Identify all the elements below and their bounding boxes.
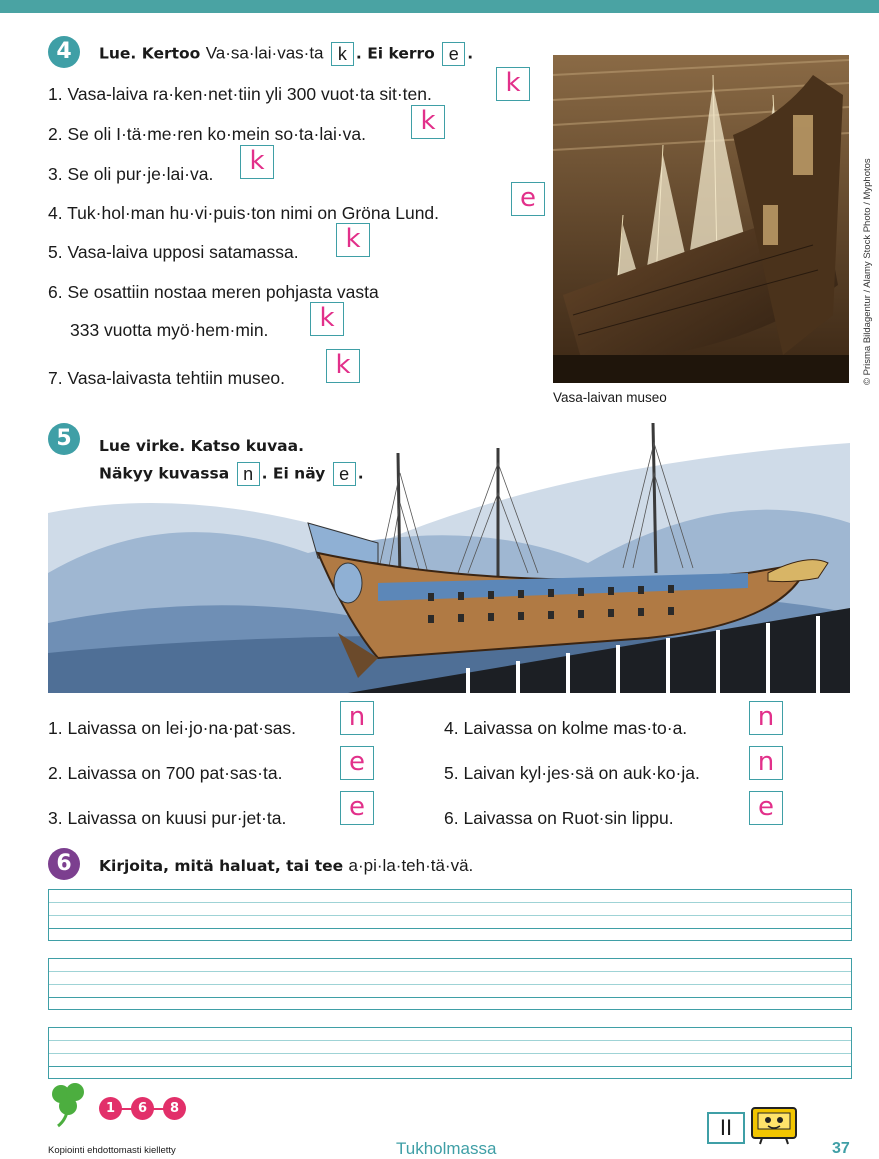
exercise-number-5: 5 — [48, 423, 80, 455]
statement-7: 7. Vasa-laivasta tehtiin museo. — [48, 368, 286, 388]
instruction-text: . Ei näy — [261, 464, 326, 483]
vasa-museum-photo — [553, 55, 849, 383]
picture-answer-box-3[interactable]: e — [340, 791, 374, 825]
statement-1: 1. Vasa-laiva ra·ken·net·tiin yli 300 vuot·ta sit·ten. — [48, 84, 432, 104]
exercise-number-4: 4 — [48, 36, 80, 68]
level-badge-1: 1 — [99, 1097, 122, 1120]
level-badge-8: 8 — [163, 1097, 186, 1120]
level-badge-6: 6 — [131, 1097, 154, 1120]
answer-box-3[interactable]: k — [240, 145, 274, 179]
picture-statement-4: 4. Laivassa on kolme mas·to·a. — [444, 718, 688, 738]
exercise-4-instruction: Lue. Kertoo Va·sa·lai·vas·ta k . Ei kerro e . — [99, 43, 474, 64]
answer-box-6[interactable]: k — [310, 302, 344, 336]
picture-statement-3: 3. Laivassa on kuusi pur·jet·ta. — [48, 808, 287, 828]
robot-mascot-icon — [748, 1106, 800, 1146]
picture-answer-box-6[interactable]: e — [749, 791, 783, 825]
statement-4: 4. Tuk·hol·man hu·vi·puis·ton nimi on Gröna Lund. — [48, 203, 440, 223]
photo-caption: Vasa-laivan museo — [553, 390, 667, 405]
picture-answer-box-1[interactable]: n — [340, 701, 374, 735]
symbol-box-true: k — [331, 42, 354, 66]
instruction-hyphenated: Va·sa·lai·vas·ta — [205, 43, 324, 63]
picture-statement-2: 2. Laivassa on 700 pat·sas·ta. — [48, 763, 283, 783]
answer-box-7[interactable]: k — [326, 349, 360, 383]
exercise-number-6: 6 — [48, 848, 80, 880]
page-number: 37 — [832, 1140, 850, 1157]
clover-icon — [48, 1080, 88, 1130]
top-accent-bar — [0, 0, 879, 13]
statement-6: 6. Se osattiin nostaa meren pohjasta vasta — [48, 282, 379, 302]
exercise-5-instruction-line2: Näkyy kuvassa n . Ei näy e . — [99, 464, 364, 484]
answer-box-5[interactable]: k — [336, 223, 370, 257]
chapter-title: Tukholmassa — [396, 1139, 497, 1158]
writing-lines-1[interactable] — [48, 889, 852, 941]
symbol-box-yes: n — [237, 462, 260, 486]
exercise-5-instruction-line1: Lue virke. Katso kuvaa. — [99, 437, 304, 455]
symbol-box-false: e — [442, 42, 465, 66]
photo-credit: © Prisma Bildagentur / Alamy Stock Photo / Myphotos — [862, 158, 873, 385]
statement-2: 2. Se oli I·tä·me·ren ko·mein so·ta·lai·va. — [48, 124, 367, 144]
picture-answer-box-5[interactable]: n — [749, 746, 783, 780]
statement-5: 5. Vasa-laiva upposi satamassa. — [48, 242, 299, 262]
statement-6-continued: 333 vuotta myö·hem·min. — [70, 320, 269, 340]
copyright-notice: Kopiointi ehdottomasti kielletty — [48, 1145, 176, 1156]
symbol-box-no: e — [333, 462, 356, 486]
writing-lines-3[interactable] — [48, 1027, 852, 1079]
picture-statement-6: 6. Laivassa on Ruot·sin lippu. — [444, 808, 674, 828]
difficulty-level-box: II — [707, 1112, 745, 1144]
answer-box-2[interactable]: k — [411, 105, 445, 139]
writing-lines-2[interactable] — [48, 958, 852, 1010]
instruction-text: Lue. Kertoo — [99, 44, 201, 63]
picture-statement-1: 1. Laivassa on lei·jo·na·pat·sas. — [48, 718, 297, 738]
instruction-hyphenated: a·pi·la·teh·tä·vä. — [348, 856, 474, 875]
instruction-text: . Ei kerro — [355, 44, 435, 63]
answer-box-4[interactable]: e — [511, 182, 545, 216]
picture-answer-box-4[interactable]: n — [749, 701, 783, 735]
instruction-text: Näkyy kuvassa — [99, 464, 230, 483]
picture-answer-box-2[interactable]: e — [340, 746, 374, 780]
picture-statement-5: 5. Laivan kyl·jes·sä on auk·ko·ja. — [444, 763, 700, 783]
exercise-6-instruction — [99, 856, 473, 876]
answer-box-1[interactable]: k — [496, 67, 530, 101]
instruction-text: Kirjoita, mitä haluat, tai tee — [99, 857, 344, 875]
statement-3: 3. Se oli pur·je·lai·va. — [48, 164, 214, 184]
ship-photo-illustration — [553, 55, 849, 383]
